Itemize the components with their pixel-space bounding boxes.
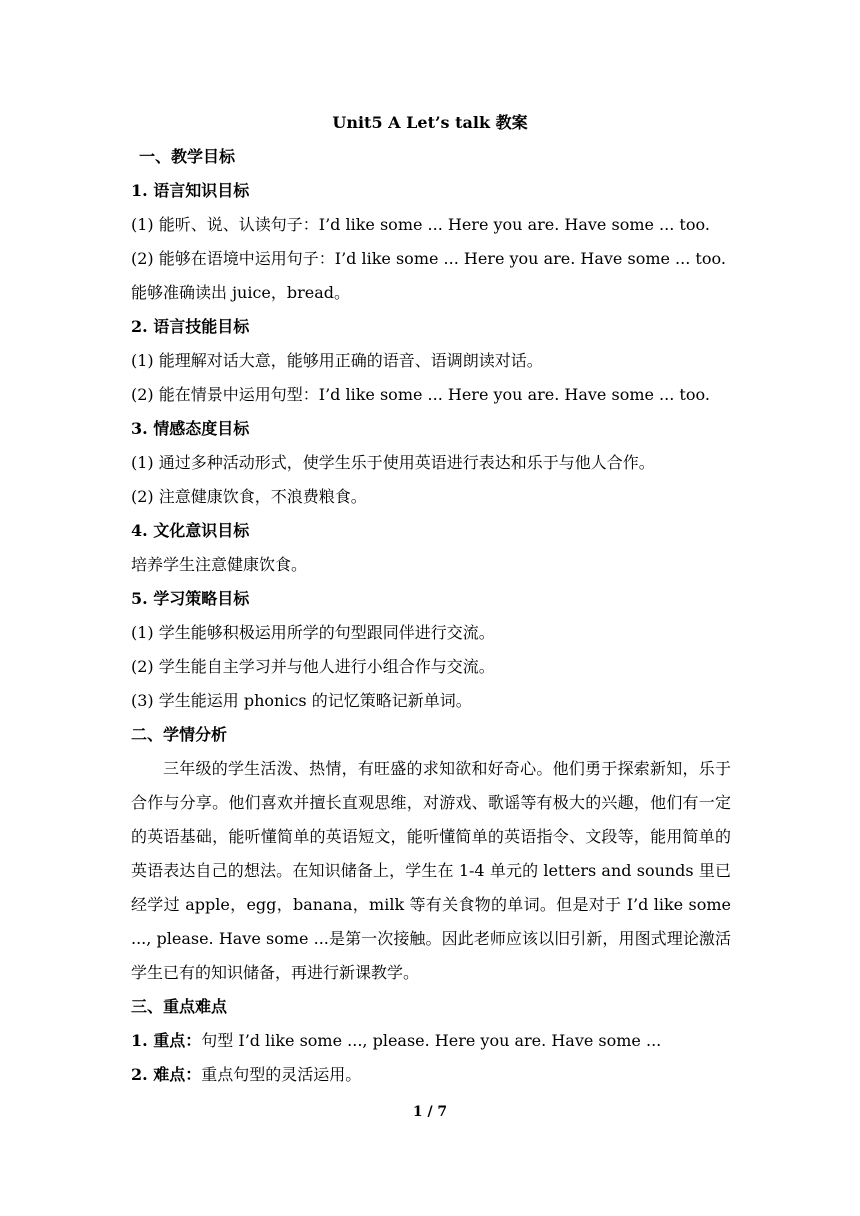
list-item: (1) 通过多种活动形式，使学生乐于使用英语进行表达和乐于与他人合作。 bbox=[131, 453, 655, 472]
difficulty-text: 重点句型的灵活运用。 bbox=[201, 1065, 362, 1084]
list-item: 能够准确读出 juice，bread。 bbox=[131, 283, 351, 302]
list-item: (3) 学生能运用 phonics 的记忆策略记新单词。 bbox=[131, 691, 472, 710]
document-title: Unit5 A Let’s talk 教案 bbox=[332, 113, 528, 132]
key-point-text: 句型 I’d like some ..., please. Here you are. Have some ... bbox=[201, 1031, 662, 1050]
subheading-learning-strategy: 5. 学习策略目标 bbox=[131, 589, 250, 608]
section-heading-objectives: 一、教学目标 bbox=[139, 147, 236, 166]
list-item: 培养学生注意健康饮食。 bbox=[131, 555, 308, 574]
subheading-language-knowledge: 1. 语言知识目标 bbox=[131, 181, 250, 200]
page-number: 1 / 7 bbox=[412, 1104, 448, 1120]
analysis-paragraph: 三年级的学生活泼、热情，有旺盛的求知欲和好奇心。他们勇于探索新知，乐于合作与分享。他们喜欢并擅长直观思维，对游戏、歌谣等有极大的兴趣，他们有一定的英语基础，能听懂简单的英语短文，能听懂简单的英语指令、文段等，能用简单的英语表达自己的想法。在知识储备上，学生在 1-4 单元的 letters and sounds 里已经学过 apple，egg，banana，milk 等有关食物的单词。但是对于 I’d like some ..., please. Have some ...是第一次接触。因此老师应该以旧引新，用图式理论激活学生已有的知识储备，再进行新课教学。 bbox=[131, 759, 731, 982]
section-heading-analysis: 二、学情分析 bbox=[131, 725, 228, 744]
list-item: (1) 学生能够积极运用所学的句型跟同伴进行交流。 bbox=[131, 623, 495, 642]
section-heading-key-points: 三、重点难点 bbox=[131, 997, 228, 1016]
list-item: (1) 能听、说、认读句子：I’d like some ... Here you are. Have some ... too. bbox=[131, 215, 710, 234]
difficulty-label: 2. 难点： bbox=[131, 1065, 202, 1084]
subheading-language-skills: 2. 语言技能目标 bbox=[131, 317, 250, 336]
subheading-cultural-awareness: 4. 文化意识目标 bbox=[131, 521, 250, 540]
list-item: (2) 注意健康饮食，不浪费粮食。 bbox=[131, 487, 367, 506]
key-point-label: 1. 重点： bbox=[131, 1031, 202, 1050]
list-item: (1) 能理解对话大意，能够用正确的语音、语调朗读对话。 bbox=[131, 351, 543, 370]
list-item: (2) 能够在语境中运用句子：I’d like some ... Here you are. Have some ... too. bbox=[131, 249, 726, 268]
key-point-item bbox=[131, 1031, 661, 1051]
list-item: (2) 学生能自主学习并与他人进行小组合作与交流。 bbox=[131, 657, 495, 676]
subheading-emotional-attitude: 3. 情感态度目标 bbox=[131, 419, 250, 438]
difficulty-item bbox=[131, 1065, 361, 1085]
list-item: (2) 能在情景中运用句型：I’d like some ... Here you are. Have some ... too. bbox=[131, 385, 710, 404]
